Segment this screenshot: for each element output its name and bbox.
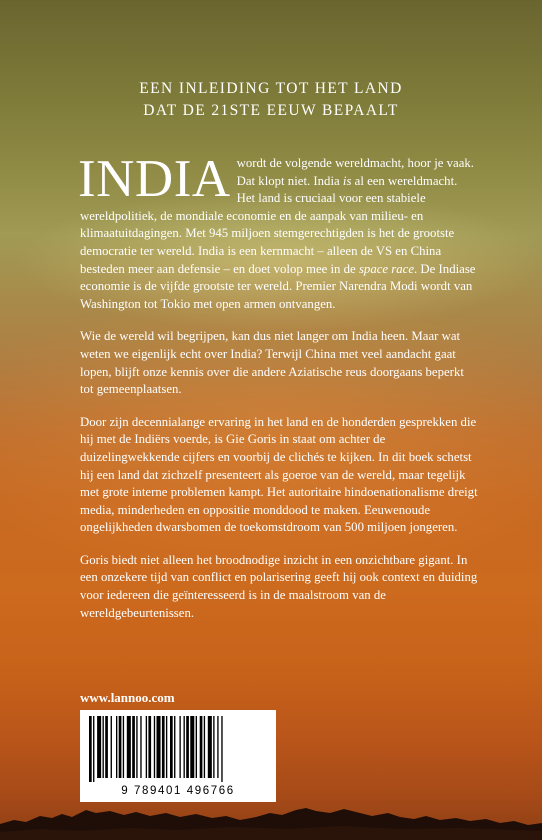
publisher-website: www.lannoo.com: [80, 690, 175, 705]
isbn-number: 9 789401 496766: [121, 785, 235, 797]
barcode-bar: [154, 716, 155, 778]
tagline-line-1: EEN INLEIDING TOT HET LAND: [139, 80, 403, 97]
barcode-bar: [89, 716, 92, 782]
barcode-bar: [116, 716, 117, 778]
p1-text-c: al een: [354, 173, 385, 188]
barcode-bar: [200, 716, 203, 778]
tagline-line-2: DAT DE 21STE EEUW BEPAALT: [143, 102, 399, 119]
barcode-bar: [186, 716, 189, 778]
barcode-bar: [140, 716, 141, 778]
barcode-bar: [119, 716, 122, 778]
barcode-bar: [148, 716, 151, 778]
barcode-bar: [97, 716, 101, 778]
barcode-bar: [217, 716, 218, 778]
blurb-paragraph-4: Goris biedt niet alleen het broodnodige inzicht in een onzichtbare gigant. In een onzekere tijd van conflict en polarisering geeft hij ook context en duiding voor iedereen die geïnteresseerd is in de maalstroom van de wereldgebeurtenissen.: [80, 552, 478, 620]
p1-emphasis-is: is: [342, 173, 352, 188]
barcode-bar: [204, 716, 205, 778]
blurb-paragraph-2: Wie de wereld wil begrijpen, kan dus niet langer om India heen. Maar wat weten we eigenlijk echt over India? Terwijl China met veel aandacht gaat lopen, blijft onze kennis over die andere Aziatische reus doorgaans beperkt tot gemeenplaatsen.: [80, 329, 464, 397]
p1-text-d: wereldmacht. Het land is cruciaal voor een stabiele wereldpolitiek, de mondiale economie en de aanpak van milieu- en klimaatuitdagingen. Met 945 miljoen stemgerechtigden is het de grootste democratie ter wereld. India is een kernmacht – alleen de VS en China besteden meer aan defensie – en doet volop mee in de: [80, 173, 458, 276]
india-dropcap: INDIA: [78, 150, 231, 208]
barcode-bar: [184, 716, 185, 778]
barcode-bar: [123, 716, 124, 778]
tagline: [0, 78, 542, 122]
barcode-bar: [190, 716, 194, 778]
tree-silhouette: [0, 780, 542, 840]
blurb: [78, 150, 478, 637]
barcode-bar: [105, 716, 108, 778]
barcode-bar: [111, 716, 112, 778]
barcode-bar: [162, 716, 165, 778]
barcode-bar: [146, 716, 147, 778]
barcode-bar: [208, 716, 212, 778]
p1-text-a: wordt de volgende wereldmacht, hoor: [236, 156, 432, 170]
p1-text-b: je vaak. Dat klopt niet. India: [236, 156, 475, 188]
barcode-bar: [103, 716, 104, 778]
barcode-bar: [93, 716, 94, 782]
barcode-bar: [170, 716, 173, 778]
barcode-bar: [136, 716, 137, 778]
blurb-paragraph-1: [78, 150, 478, 313]
barcode-bar: [221, 716, 222, 782]
barcode-bars: [87, 716, 269, 782]
barcode-bar: [174, 716, 175, 778]
p1-text-e: . De Indiase economie is de vijfde grootste ter wereld. Premier Narendra Modi wordt van Washington tot Tokio met open armen ontvangen.: [80, 261, 476, 311]
barcode-bar: [132, 716, 135, 778]
barcode-bar: [127, 716, 131, 778]
blurb-paragraph-3: Door zijn decennialange ervaring in het land en de honderden gesprekken die hij met de Indiërs voerde, is Gie Goris in staat om achter de duizelingwekkende cijfers en voorbij de clichés te kijken. In dit boek schetst hij een land dat zichzelf presenteert als goeroe van de wereld, maar tegelijk met grote interne problemen kampt. Het autoritaire hindoenationalisme dreigt media, minderheden en oppositie monddood te maken. Eeuwenoude ongelijkheden dwarsbomen de toekomstdroom van 500 miljoen jongeren.: [80, 414, 478, 535]
p1-emphasis-space-race: space race: [358, 261, 415, 276]
barcode-bar: [196, 716, 197, 778]
barcode-bar: [213, 716, 214, 778]
barcode-bar: [179, 716, 180, 778]
barcode-bar: [157, 716, 161, 778]
barcode-bar: [166, 716, 167, 778]
